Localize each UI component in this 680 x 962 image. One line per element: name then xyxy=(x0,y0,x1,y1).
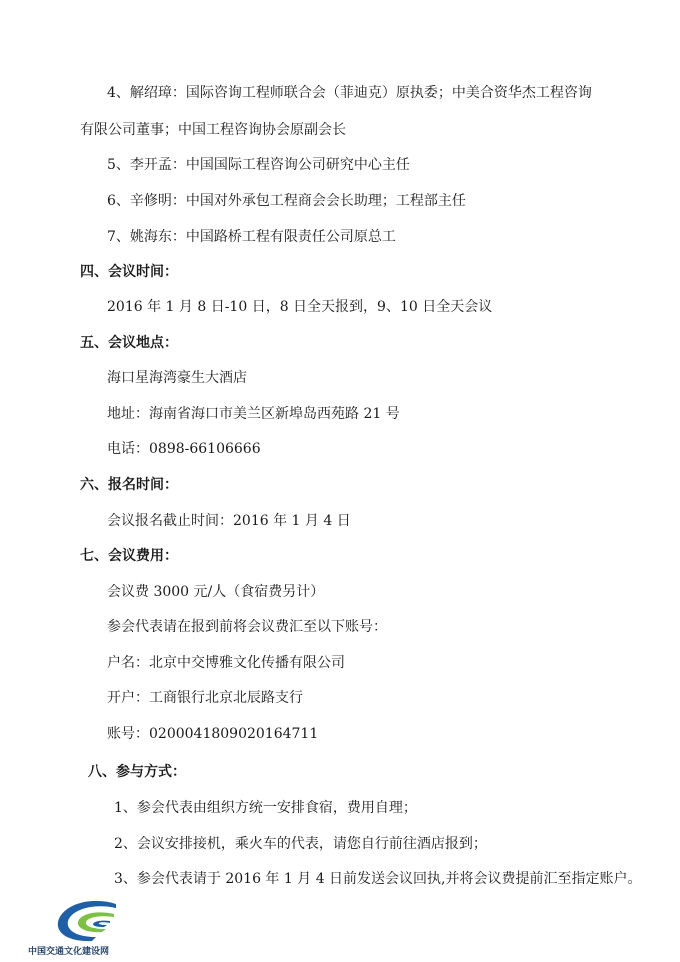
venue-address: 地址：海南省海口市美兰区新埠岛西苑路 21 号 xyxy=(107,406,400,422)
venue-phone: 电话：0898-66106666 xyxy=(107,441,261,457)
expert-item-4: 4、解绍璋：国际咨询工程师联合会（菲迪克）原执委；中美合资华杰工程咨询 xyxy=(107,85,592,101)
participation-item-3: 3、参会代表请于 2016 年 1 月 4 日前发送会议回执,并将会议费提前汇至指定账户。 xyxy=(114,871,642,887)
account-name: 户名：北京中交博雅文化传播有限公司 xyxy=(107,655,345,671)
section-heading-meeting-time: 四、会议时间： xyxy=(80,264,178,280)
participation-item-2: 2、会议安排接机，乘火车的代表，请您自行前往酒店报到； xyxy=(114,836,487,852)
expert-item-5: 5、李开孟：中国国际工程咨询公司研究中心主任 xyxy=(107,157,410,173)
section-heading-meeting-venue: 五、会议地点： xyxy=(80,335,178,351)
expert-item-7: 7、姚海东：中国路桥工程有限责任公司原总工 xyxy=(107,229,396,245)
section-heading-registration-time: 六、报名时间： xyxy=(80,477,178,493)
site-logo-caption: 中国交通文化建设网 xyxy=(28,947,110,957)
site-logo-icon xyxy=(52,898,126,944)
expert-item-6: 6、辛修明：中国对外承包工程商会会长助理；工程部主任 xyxy=(107,193,466,209)
section-heading-meeting-fee: 七、会议费用： xyxy=(80,548,178,564)
registration-deadline: 会议报名截止时间：2016 年 1 月 4 日 xyxy=(107,513,351,529)
venue-hotel: 海口星海湾豪生大酒店 xyxy=(107,370,247,386)
fee-instruction: 参会代表请在报到前将会议费汇至以下账号： xyxy=(107,619,387,635)
fee-amount: 会议费 3000 元/人（食宿费另计） xyxy=(107,584,325,600)
meeting-time-text: 2016 年 1 月 8 日-10 日，8 日全天报到，9、10 日全天会议 xyxy=(107,299,493,315)
expert-item-4-continued: 有限公司董事；中国工程咨询协会原副会长 xyxy=(80,122,346,138)
account-number: 账号：0200041809020164711 xyxy=(107,726,319,742)
account-bank: 开户：工商银行北京北辰路支行 xyxy=(107,690,303,706)
section-heading-participation: 八、参与方式： xyxy=(88,764,186,780)
logo-core-arc xyxy=(93,921,110,927)
participation-item-1: 1、参会代表由组织方统一安排食宿，费用自理； xyxy=(114,800,417,816)
